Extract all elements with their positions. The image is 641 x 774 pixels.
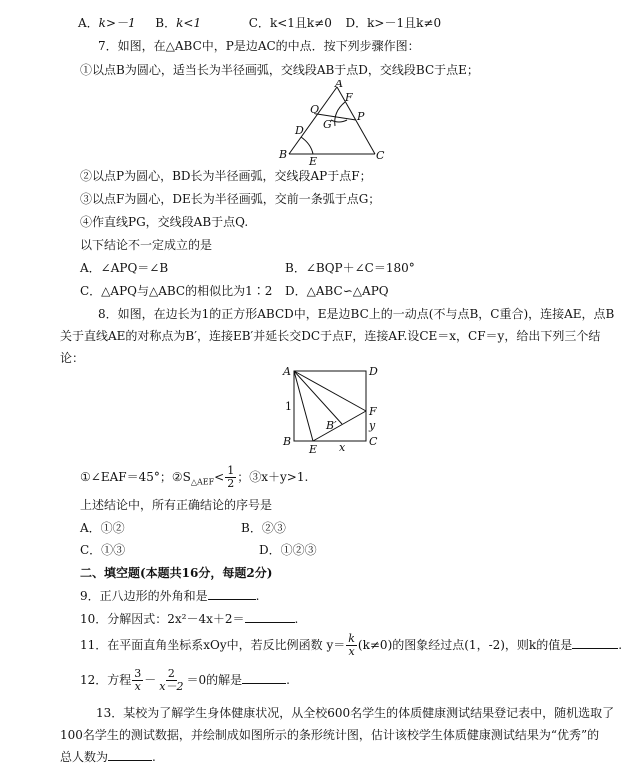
q7-label-c: C [376,149,385,162]
q8-stem-line3: 论： [60,351,85,365]
q7-step4: ④作直线PG，交线段AB于点Q. [80,215,249,229]
q10-answer-blank[interactable] [245,610,295,623]
q8-conclusion-2: $②S_{\triangle AEF}<$ $\frac{1}{2}$ ； [171,464,250,490]
q8-option-a: A．①② [80,521,125,535]
q7-step3: ③以点F为圆心，DE长为半径画弧，交前一条弧于点G； [80,192,381,206]
q8-stem-line2: 关于直线AE的对称点为B′，连接EB′并延长交DC于点F，连接AF.设CE＝x，CF＝y，给出下列三个结 [60,329,601,343]
q7-option-b: B．∠BQP＋∠C＝180° [285,261,415,275]
q8-stem-line1: 8．如图，在边长为1的正方形ABCD中，E是边BC上的一动点(不与点B，C重合)，连接AE，点B [98,307,615,321]
q8-square-figure [280,363,390,455]
q7-label-a: A [335,80,343,90]
q8-conclusion-1: ①∠EAF＝45°； [80,470,172,484]
q13-line2: 100名学生的测试数据，并绘制成如图所示的条形统计图，估计该校学生体质健康测试结果为“优秀”的 [60,728,600,742]
q8-option-b: B．②③ [241,521,286,535]
q7-question: 以下结论不一定成立的是 [80,238,213,252]
q8-line-ef [313,411,366,441]
q13-answer-blank[interactable] [108,748,152,761]
q7-label-b: B [279,148,288,161]
q11-answer-blank[interactable] [572,636,618,649]
q8-label-b-prime: B′ [326,419,337,432]
q7-label-g: G [323,118,332,131]
q7-step2: ②以点P为圆心，BD长为半径画弧，交线段AP于点F； [80,169,372,183]
q7-triangle-figure [275,80,395,166]
q7-option-d: D．△ABC∽△APQ [285,284,389,298]
q7-label-f: F [345,91,353,104]
q8-label-y: y [369,419,376,432]
q8-label-one: 1 [285,400,292,413]
q8-line-af [294,371,366,411]
q8-conclusion-3: ③x＋y>1. [249,470,309,484]
q6-option-c: C．k<1且k≠0 [248,16,332,30]
q6-options [78,14,441,32]
q6-option-a: A．k>－1 [78,16,136,30]
q7-arc-b [301,137,313,154]
q7-arc-f [331,120,347,122]
q9-answer-blank[interactable] [208,587,256,600]
q8-label-d: D [369,365,378,378]
q7-side-ac [337,87,375,154]
q7-label-q: Q [310,103,320,116]
q11: 11．在平面直角坐标系xOy中，若反比例函数 y＝ $\frac{k}{x}$ (k≠0)的图象经过点(1，-2)，则k的值是 . [80,632,623,658]
q8-option-d: D．①②③ [259,543,317,557]
q10: 10．分解因式：2x²－4x＋2＝ . [80,612,299,626]
q13-line3: 总人数为 . [60,750,156,764]
q12-answer-blank[interactable] [242,671,286,684]
q8-label-c: C [369,435,378,448]
q8-label-x: x [339,441,346,454]
q7-option-a: A．∠APQ＝∠B [80,261,169,275]
q6-option-d: D．k>－1且k≠0 [345,16,442,30]
q7-label-p: P [357,110,365,123]
section-heading-fill-in: 二、填空题(本题共16分，每题2分) [80,566,273,580]
q7-step1: ①以点B为圆心，适当长为半径画弧，交线段AB于点D，交线段BC于点E； [80,63,479,77]
q13-line1: 13．某校为了解学生身体健康状况，从全校600名学生的体质健康测试结果登记表中，随机选取了 [96,706,615,720]
q8-option-c: C．①③ [80,543,126,557]
q7-label-e: E [309,155,318,166]
q8-label-a: A [283,365,291,378]
q9: 9．正八边形的外角和是 . [80,589,260,603]
q8-label-f: F [369,405,377,418]
q8-label-e: E [309,443,318,455]
q7-stem: 7．如图，在△ABC中，P是边AC的中点．按下列步骤作图： [98,39,420,53]
q8-conclusions [80,462,308,492]
q8-question: 上述结论中，所有正确结论的序号是 [80,498,273,512]
q12: 12．方程 $\frac{3}{x}$ － $\frac{2}{x-2}$ ＝0的解是 . [80,667,290,693]
q6-option-b: B．k<1 [155,16,202,30]
q7-label-d: D [295,124,304,137]
q7-option-c: C．△APQ与△ABC的相似比为1∶2 [80,284,273,298]
q8-label-b: B [283,435,292,448]
